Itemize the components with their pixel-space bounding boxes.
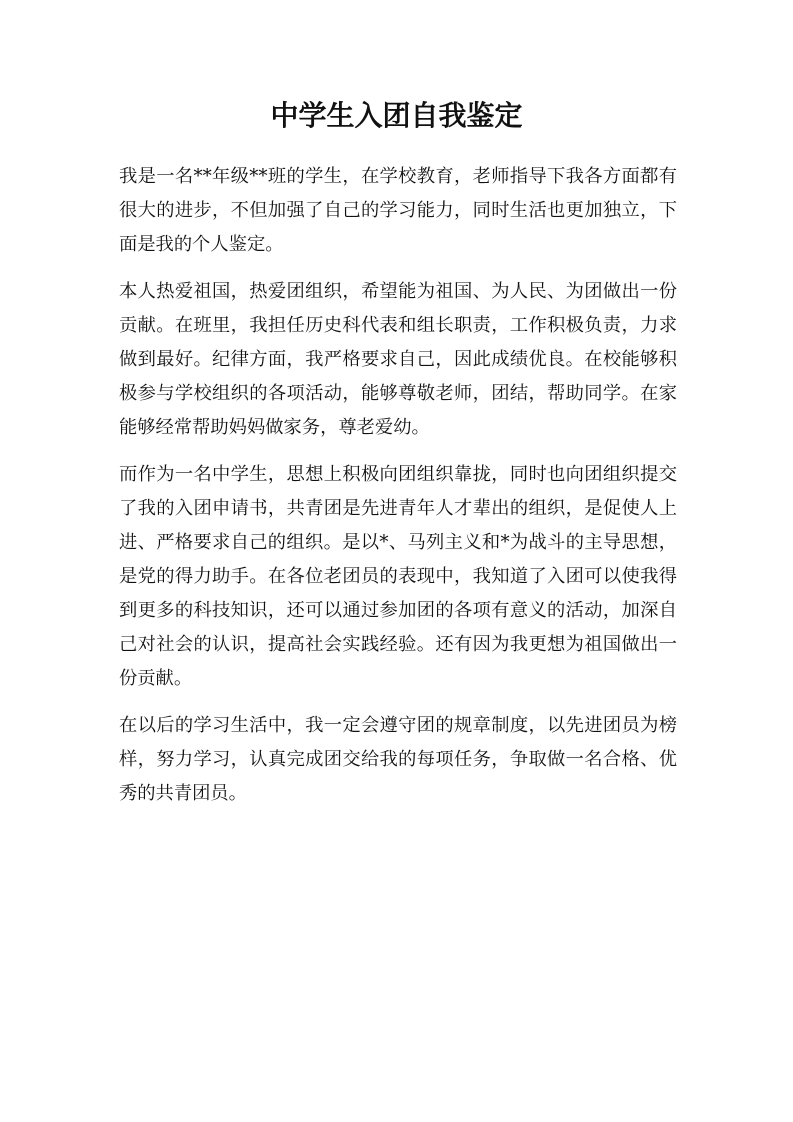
- paragraph-league-motivation: 而作为一名中学生，思想上积极向团组织靠拢，同时也向团组织提交了我的入团申请书，共青团是先进青年人才辈出的组织，是促使人上进、严格要求自己的组织。是以*、马列主义和*为战斗的主导思想，是党的得力助手。在各位老团员的表现中，我知道了入团可以使我得到更多的科技知识，还可以通过参加团的各项有意义的活动，加深自己对社会的认识，提高社会实践经验。还有因为我更想为祖国做出一份贡献。: [119, 464, 677, 689]
- paragraph-personal-conduct: 本人热爱祖国，热爱团组织，希望能为祖国、为人民、为团做出一份贡献。在班里，我担任历史科代表和组长职责，工作积极负责，力求做到最好。纪律方面，我严格要求自己，因此成绩优良。在校能够积极参与学校组织的各项活动，能够尊敬老师，团结，帮助同学。在家能够经常帮助妈妈做家务，尊老爱幼。: [119, 281, 677, 438]
- document-title: 中学生入团自我鉴定: [270, 99, 523, 132]
- document-body: [119, 160, 677, 824]
- paragraph-intro: 我是一名**年级**班的学生，在学校教育，老师指导下我各方面都有很大的进步，不但加强了自己的学习能力，同时生活也更加独立，下面是我的个人鉴定。: [119, 166, 677, 255]
- paragraph-future-commitment: 在以后的学习生活中，我一定会遵守团的规章制度，以先进团员为榜样，努力学习，认真完成团交给我的每项任务，争取做一名合格、优秀的共青团员。: [119, 715, 677, 804]
